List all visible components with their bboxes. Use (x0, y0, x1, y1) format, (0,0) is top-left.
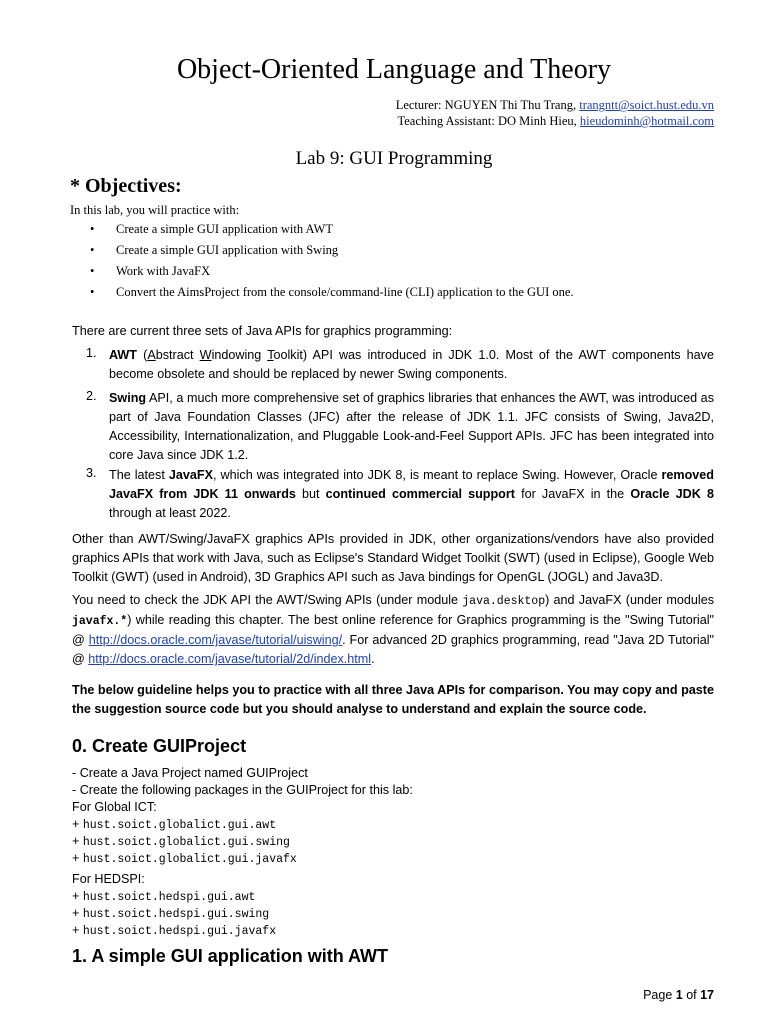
package-line: + hust.soict.globalict.gui.javafx (72, 851, 297, 866)
apis-intro: There are current three sets of Java APIs for graphics programming: (72, 324, 453, 338)
group-label: For HEDSPI: (72, 872, 145, 886)
lecturer-email-link[interactable]: trangntt@soict.hust.edu.vn (579, 98, 714, 112)
assistant-label: Teaching Assistant: DO Minh Hieu, (397, 114, 580, 128)
instruction-line: - Create a Java Project named GUIProject (72, 766, 308, 780)
objective-item: • Create a simple GUI application with Swing (90, 243, 339, 257)
package-line: + hust.soict.globalict.gui.swing (72, 834, 290, 849)
section-heading: 0. Create GUIProject (72, 736, 247, 756)
objective-item: • Convert the AimsProject from the console/command-line (CLI) application to the GUI one. (90, 285, 574, 299)
jdk-reference-paragraph: You need to check the JDK API the AWT/Swing APIs (under module java.desktop) and JavaFX (under modules javafx.*) while reading this chapter. The best online reference for Graphics programming is the "Swing Tutorial" @ http://docs.oracle.com/javase/tutorial/uiswing/. For advanced 2D graphics programming, read "Java 2D Tutorial" @ http://docs.oracle.com/javase/tutorial/2d/index.html. (72, 593, 715, 666)
assistant-line (397, 113, 714, 129)
section-heading: 1. A simple GUI application with AWT (72, 946, 389, 966)
swing-tutorial-link[interactable]: http://docs.oracle.com/javase/tutorial/uiswing/ (88, 633, 343, 647)
package-line: + hust.soict.hedspi.gui.awt (72, 889, 256, 904)
objectives-intro: In this lab, you will practice with: (70, 203, 240, 217)
swing-description: Swing API, a much more comprehensive set of graphics libraries that enhances the AWT, was introduced as part of Java Foundation Classes (JFC) after the release of JDK 1.1. JFC consists of Swing, Java2D, Accessibility, Internationalization, and Pluggable Look-and-Feel Support APIs. JFC has been integrated into core Java since JDK 1.2. (109, 391, 714, 462)
lecturer-label: Lecturer: NGUYEN Thi Thu Trang, (395, 98, 580, 112)
assistant-email-link[interactable]: hieudominh@hotmail.com (579, 114, 714, 128)
lecturer-line (396, 97, 714, 113)
list-number: 2. (86, 389, 97, 403)
objective-item: • Create a simple GUI application with AWT (90, 222, 333, 236)
objective-item: • Work with JavaFX (90, 264, 211, 278)
group-label: For Global ICT: (72, 800, 157, 814)
instruction-line: - Create the following packages in the GUIProject for this lab: (72, 783, 413, 797)
bullet-icon: • (90, 222, 95, 236)
bullet-icon: • (90, 243, 95, 257)
list-number: 3. (86, 466, 97, 480)
awt-description: AWT (Abstract Windowing Toolkit) API was introduced in JDK 1.0. Most of the AWT components have become obsolete and should be replaced by newer Swing components. (109, 348, 714, 381)
objectives-heading: * Objectives: (70, 175, 182, 197)
lab-title: Lab 9: GUI Programming (295, 148, 493, 169)
package-line: + hust.soict.globalict.gui.awt (72, 817, 277, 832)
other-apis-paragraph: Other than AWT/Swing/JavaFX graphics APIs provided in JDK, other organizations/vendors have also provided graphics APIs that work with Java, such as Eclipse's Standard Widget Toolkit (SWT) (used in Eclipse), Google Web Toolkit (GWT) (used in Android), 3D Graphics API such as Java bindings for OpenGL (JOGL) and Java3D. (72, 532, 714, 584)
guideline-paragraph: The below guideline helps you to practice with all three Java APIs for comparison. You may copy and paste the suggestion source code but you should analyse to understand and explain the source code. (72, 683, 714, 716)
bullet-icon: • (90, 264, 95, 278)
bullet-icon: • (90, 285, 95, 299)
list-number: 1. (86, 346, 97, 360)
page-number: Page 1 of 17 (643, 988, 714, 1002)
document-title: Object-Oriented Language and Theory (176, 54, 612, 85)
package-line: + hust.soict.hedspi.gui.javafx (72, 923, 277, 938)
java2d-tutorial-link[interactable]: http://docs.oracle.com/javase/tutorial/2d/index.html (88, 652, 372, 666)
package-line: + hust.soict.hedspi.gui.swing (72, 906, 270, 921)
javafx-description: The latest JavaFX, which was integrated into JDK 8, is meant to replace Swing. However, Oracle removed JavaFX from JDK 11 onwards but continued commercial support for JavaFX in the Oracle JDK 8 through at least 2022. (109, 468, 714, 520)
